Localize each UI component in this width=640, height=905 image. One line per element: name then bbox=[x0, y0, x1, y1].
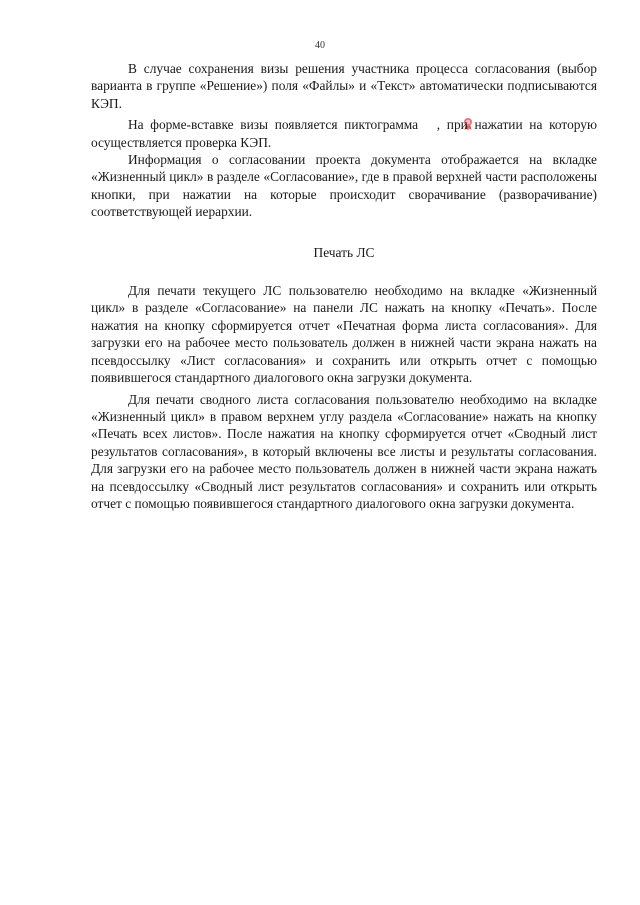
paragraph-print-summary: Для печати сводного листа согласования пользователю необходимо на вкладке «Жизненный цикл» в правом верхнем углу раздела «Согласование» нажать на кнопку «Печать всех листов». После нажатия на кнопку сформируется отчет «Сводный лист результатов согласования», в который включены все листы и результаты согласования. Для загрузки его на рабочее место пользователь должен в нижней части экрана нажать на псевдоссылку «Сводный лист результатов согласования» и сохранить или открыть отчет с помощью появившегося стандартного диалогового окна загрузки документа. bbox=[91, 391, 597, 511]
document-body bbox=[91, 60, 597, 512]
certificate-ribbon-icon bbox=[426, 117, 436, 131]
paragraph-kep-icon-text-before: На форме-вставке визы появляется пиктограмма bbox=[128, 117, 425, 133]
paragraph-kep-icon bbox=[91, 116, 597, 151]
paragraph-print-current: Для печати текущего ЛС пользователю необходимо на вкладке «Жизненный цикл» в разделе «Согласование» на панели ЛС нажать на кнопку «Печать». После нажатия на кнопку сформируется отчет «Печатная форма листа согласования». Для загрузки его на рабочее место пользователь должен в нижней части экрана нажать на псевдоссылку «Лист согласования» и сохранить или открыть отчет с помощью появившегося стандартного диалогового окна загрузки документа. bbox=[91, 283, 597, 386]
paragraph-kep-icon-text-after: , при нажатии на которую осуществляется проверка КЭП. bbox=[91, 117, 597, 150]
paragraph-signature-auto: В случае сохранения визы решения участника процесса согласования (выбор варианта в группе «Решение») поля «Файлы» и «Текст» автоматически подписываются КЭП. bbox=[91, 61, 597, 111]
section-heading: Печать ЛС bbox=[313, 244, 375, 260]
paragraph-lifecycle-info: Информация о согласовании проекта документа отображается на вкладке «Жизненный цикл» в разделе «Согласование», где в правой верхней части расположены кнопки, при нажатии на которые происходит сворачивание (разворачивание) соответствующей иерархии. bbox=[91, 152, 597, 220]
page-number: 40 bbox=[315, 40, 325, 51]
